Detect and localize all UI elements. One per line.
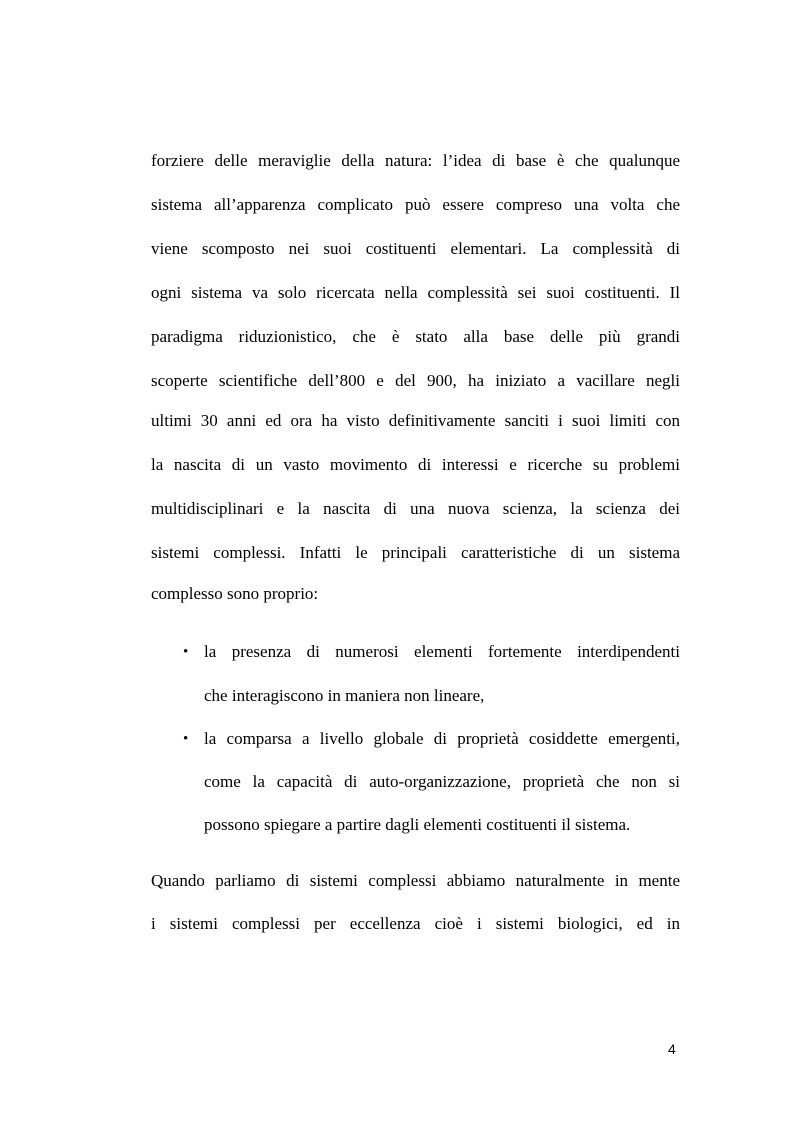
text-line: scoperte scientifiche dell’800 e del 900, ha iniziato a vacillare negli [151,371,680,390]
bullet-text-line: che interagiscono in maniera non lineare, [204,686,485,705]
text-line: ogni sistema va solo ricercata nella complessità sei suoi costituenti. Il [151,283,680,302]
text-line: forziere delle meraviglie della natura: l’idea di base è che qualunque [151,151,680,170]
text-line: viene scomposto nei suoi costituenti elementari. La complessità di [151,239,680,258]
bullet-text-line: come la capacità di auto-organizzazione, proprietà che non si [204,772,680,791]
text-line: Quando parliamo di sistemi complessi abbiamo naturalmente in mente [151,871,680,890]
text-line: sistemi complessi. Infatti le principali caratteristiche di un sistema [151,543,680,562]
text-line: ultimi 30 anni ed ora ha visto definitivamente sanciti i suoi limiti con [151,411,680,430]
bullet-icon: • [183,731,189,747]
text-line: la nascita di un vasto movimento di interessi e ricerche su problemi [151,455,680,474]
text-line: complesso sono proprio: [151,584,319,603]
text-line: sistema all’apparenza complicato può essere compreso una volta che [151,195,680,214]
text-line: paradigma riduzionistico, che è stato alla base delle più grandi [151,327,680,346]
text-line: i sistemi complessi per eccellenza cioè i sistemi biologici, ed in [151,914,680,933]
page-number: 4 [668,1041,676,1057]
bullet-icon: • [183,644,189,660]
text-line: multidisciplinari e la nascita di una nuova scienza, la scienza dei [151,499,680,518]
bullet-text-line: possono spiegare a partire dagli elementi costituenti il sistema. [204,815,631,834]
bullet-text-line: la comparsa a livello globale di proprietà cosiddette emergenti, [204,729,680,748]
bullet-text-line: la presenza di numerosi elementi fortemente interdipendenti [204,642,680,661]
